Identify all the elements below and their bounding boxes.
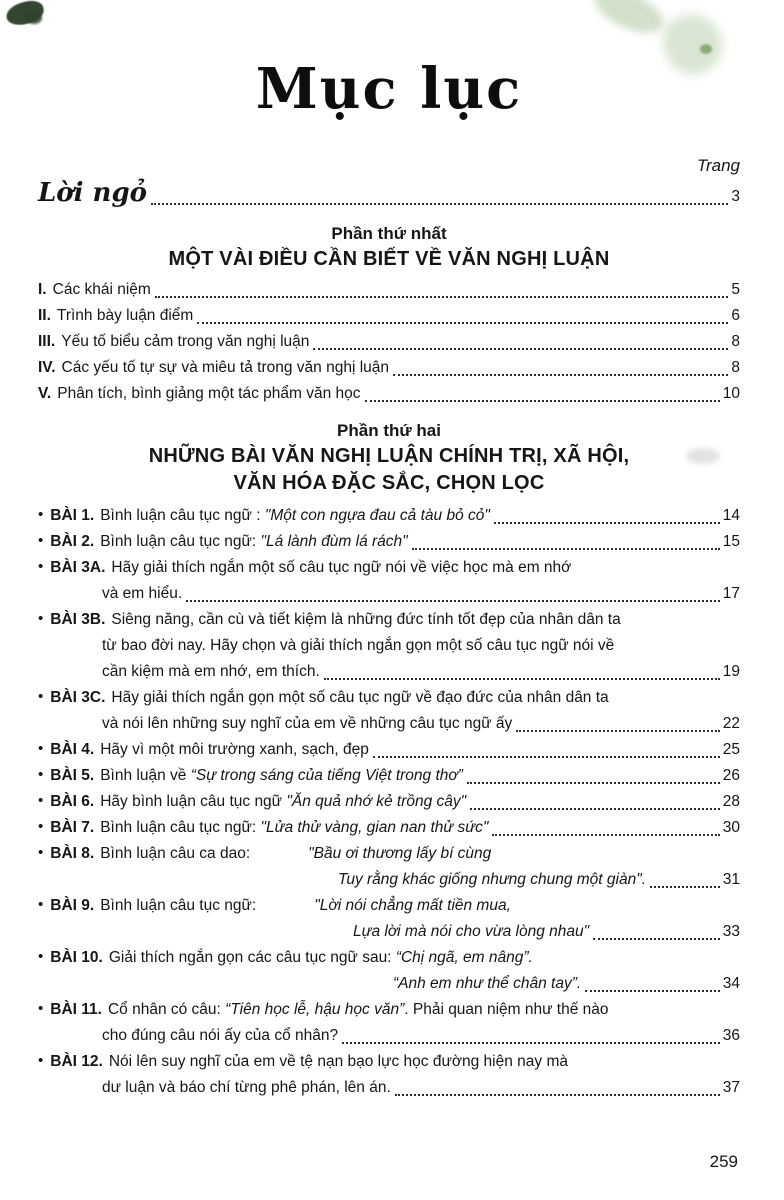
bullet-icon: • [38,1052,44,1069]
toc-line [38,1049,740,1075]
bullet-icon: • [38,688,44,705]
entry-text: từ bao đời nay. Hãy chọn và giải thích ngắn gọn một số câu tục ngữ nói về [102,637,615,654]
entry-text: dư luận và báo chí từng phê phán, lên án. [102,1079,391,1096]
entry-text: Yếu tố biểu cảm trong văn nghị luận [61,333,310,350]
entry-page-number: 5 [731,281,740,298]
dot-leader [197,322,728,324]
entry-label: BÀI 3C. [50,689,106,706]
toc-line [38,971,740,997]
bullet-icon: • [38,792,44,809]
entry-text: Hãy giải thích ngắn gọn một số câu tục ngữ về đạo đức của nhân dân ta [111,689,609,706]
toc-line [38,659,740,685]
bullet-icon: • [38,610,44,627]
entry-page-number: 37 [722,1079,740,1096]
bullet-icon: • [38,1000,44,1017]
entry-page-number: 31 [722,871,740,888]
entry-text: Tuy rằng khác giống nhưng chung một giàn". [338,871,647,888]
entry-label: II. [38,307,51,324]
dot-leader [151,203,728,205]
entry-text: và nói lên những suy nghĩ của em về những câu tục ngữ ấy [102,715,513,732]
entry-text: “Anh em như thể chân tay”. [393,975,582,992]
entry-page-number: 33 [722,923,740,940]
dot-leader [650,886,720,888]
entry-text: cần kiệm mà em nhớ, em thích. [102,663,320,680]
dot-leader [395,1094,720,1096]
dot-leader [593,938,720,940]
entry-page-number: 3 [731,188,740,205]
toc-line [38,919,740,945]
toc-entry [38,945,740,997]
toc-entry [38,329,740,355]
toc-line [38,893,740,919]
toc-line [38,867,740,893]
entry-text: Phân tích, bình giảng một tác phẩm văn học [57,385,361,402]
entry-text: Bình luận câu tục ngữ: "Lửa thử vàng, gian nan thử sức" [100,819,489,836]
bullet-icon: • [38,766,44,783]
entry-page-number: 17 [722,585,740,602]
toc-entry [38,381,740,407]
toc-entry [38,1049,740,1101]
toc-line [38,711,740,737]
part2-heading-title1: NHỮNG BÀI VĂN NGHỊ LUẬN CHÍNH TRỊ, XÃ HỘI, [148,445,630,467]
entry-label: BÀI 8. [50,845,95,862]
entry-page-number: 10 [722,385,740,402]
bullet-icon: • [38,844,44,861]
bullet-icon: • [38,558,44,575]
entry-page-number: 6 [731,307,740,324]
entry-page-number: 8 [731,333,740,350]
part2-heading-title2: VĂN HÓA ĐẶC SẮC, CHỌN LỌC [233,472,545,494]
toc-line [38,503,740,529]
entry-label: BÀI 4. [50,741,95,758]
scan-artifact [588,0,669,42]
entry-page-number: 14 [722,507,740,524]
entry-text: và em hiểu. [102,585,183,602]
part1-heading-label: Phần thứ nhất [331,224,447,243]
entry-label: I. [38,281,47,298]
bullet-icon: • [38,506,44,523]
toc-line [38,789,740,815]
toc-entry-loi-ngo [38,178,740,210]
bullet-icon: • [38,948,44,965]
entry-label: BÀI 9. [50,897,95,914]
dot-leader [393,374,728,376]
toc-entry [38,607,740,685]
entry-label: BÀI 11. [50,1001,102,1018]
dot-leader [324,678,720,680]
bullet-icon: • [38,532,44,549]
toc-entry [38,789,740,815]
toc-entry [38,277,740,303]
dot-leader [467,782,720,784]
toc-line [38,841,740,867]
entry-label: BÀI 12. [50,1053,103,1070]
entry-label: BÀI 5. [50,767,95,784]
entry-page-number: 36 [722,1027,740,1044]
toc-line [38,685,740,711]
toc-line [38,997,740,1023]
entry-text: Bình luận câu ca dao: "Bầu ơi thương lấy bí cùng [100,845,492,862]
entry-text: Hãy bình luận câu tục ngữ "Ăn quả nhớ kẻ trồng cây" [100,793,467,810]
toc-line [38,633,740,659]
entry-text: Cổ nhân có câu: “Tiên học lễ, hậu học văn”. Phải quan niệm như thế nào [107,1001,609,1018]
toc-line [38,581,740,607]
entry-label: BÀI 7. [50,819,95,836]
dot-leader [516,730,719,732]
trang-column-label: Trang [696,156,740,175]
entry-label: BÀI 6. [50,793,95,810]
dot-leader [585,990,720,992]
scan-artifact [700,44,712,54]
entry-text: Hãy vì một môi trường xanh, sạch, đẹp [100,741,369,758]
entry-text: Các yếu tố tự sự và miêu tả trong văn nghị luận [61,359,390,376]
dot-leader [373,756,720,758]
toc-entry [38,303,740,329]
entry-label: V. [38,385,52,402]
entry-page-number: 28 [722,793,740,810]
part1-heading-title: MỘT VÀI ĐIỀU CẦN BIẾT VỀ VĂN NGHỊ LUẬN [168,248,610,270]
loi-ngo-label: Lời ngỏ [38,178,147,208]
entry-label: BÀI 2. [50,533,95,550]
part2-heading [38,419,740,497]
entry-label: BÀI 1. [50,507,95,524]
entry-page-number: 22 [722,715,740,732]
entry-page-number: 8 [731,359,740,376]
toc-entry [38,763,740,789]
toc-line [38,763,740,789]
entry-text: Bình luận về “Sự trong sáng của tiếng Việt trong thơ” [100,767,463,784]
entry-label: BÀI 3A. [50,559,106,576]
entry-text: Bình luận câu tục ngữ: "Lời nói chẳng mất tiền mua, [100,897,511,914]
toc-entry [38,685,740,737]
entry-page-number: 30 [722,819,740,836]
toc-line [38,1023,740,1049]
toc-entry [38,841,740,893]
toc-entry [38,503,740,529]
dot-leader [470,808,720,810]
dot-leader [494,522,720,524]
entry-text: Lựa lời mà nói cho vừa lòng nhau" [353,923,590,940]
entry-text: Hãy giải thích ngắn một số câu tục ngữ nói về việc học mà em nhớ [111,559,572,576]
toc-entry [38,997,740,1049]
toc-entry [38,529,740,555]
entry-page-number: 25 [722,741,740,758]
entry-label: BÀI 10. [50,949,103,966]
toc-line [38,529,740,555]
entry-page-number: 19 [722,663,740,680]
bullet-icon: • [38,896,44,913]
entry-text: cho đúng câu nói ấy của cổ nhân? [102,1027,339,1044]
part2-heading-label: Phần thứ hai [337,421,441,440]
toc-line [38,737,740,763]
entry-page-number: 34 [722,975,740,992]
entry-page-number: 26 [722,767,740,784]
toc-entry [38,815,740,841]
toc-entry [38,555,740,607]
entry-text: Trình bày luận điểm [56,307,194,324]
part1-entry-list [38,277,740,407]
scan-artifact [4,0,46,28]
dot-leader [313,348,728,350]
entry-text: Các khái niệm [52,281,151,298]
entry-label: IV. [38,359,56,376]
toc-entry [38,893,740,945]
dot-leader [412,548,720,550]
entry-text: Bình luận câu tục ngữ : "Một con ngựa đau cả tàu bỏ cỏ" [100,507,490,524]
page-title: Mục lục [255,56,523,122]
toc-line [38,607,740,633]
toc-line [38,1075,740,1101]
folio-page-number: 259 [709,1152,738,1171]
toc-entry [38,737,740,763]
dot-leader [365,400,720,402]
entry-text: Giải thích ngắn gọn các câu tục ngữ sau: “Chị ngã, em nâng”. [108,949,533,966]
toc-entry [38,355,740,381]
entry-text: Siêng năng, cần cù và tiết kiệm là những đức tính tốt đẹp của nhân dân ta [111,611,621,628]
part1-heading [38,222,740,273]
entry-label: III. [38,333,56,350]
entry-text: Nói lên suy nghĩ của em về tệ nạn bạo lực học đường hiện nay mà [108,1053,568,1070]
scan-artifact [26,12,42,24]
toc-line [38,555,740,581]
entry-text: Bình luận câu tục ngữ: "Lá lành đùm lá rách" [100,533,408,550]
bullet-icon: • [38,818,44,835]
entry-page-number: 15 [722,533,740,550]
dot-leader [492,834,719,836]
dot-leader [342,1042,720,1044]
entry-label: BÀI 3B. [50,611,106,628]
dot-leader [155,296,729,298]
bullet-icon: • [38,740,44,757]
part2-entry-list [38,503,740,1101]
toc-line [38,945,740,971]
dot-leader [186,600,720,602]
toc-line [38,815,740,841]
